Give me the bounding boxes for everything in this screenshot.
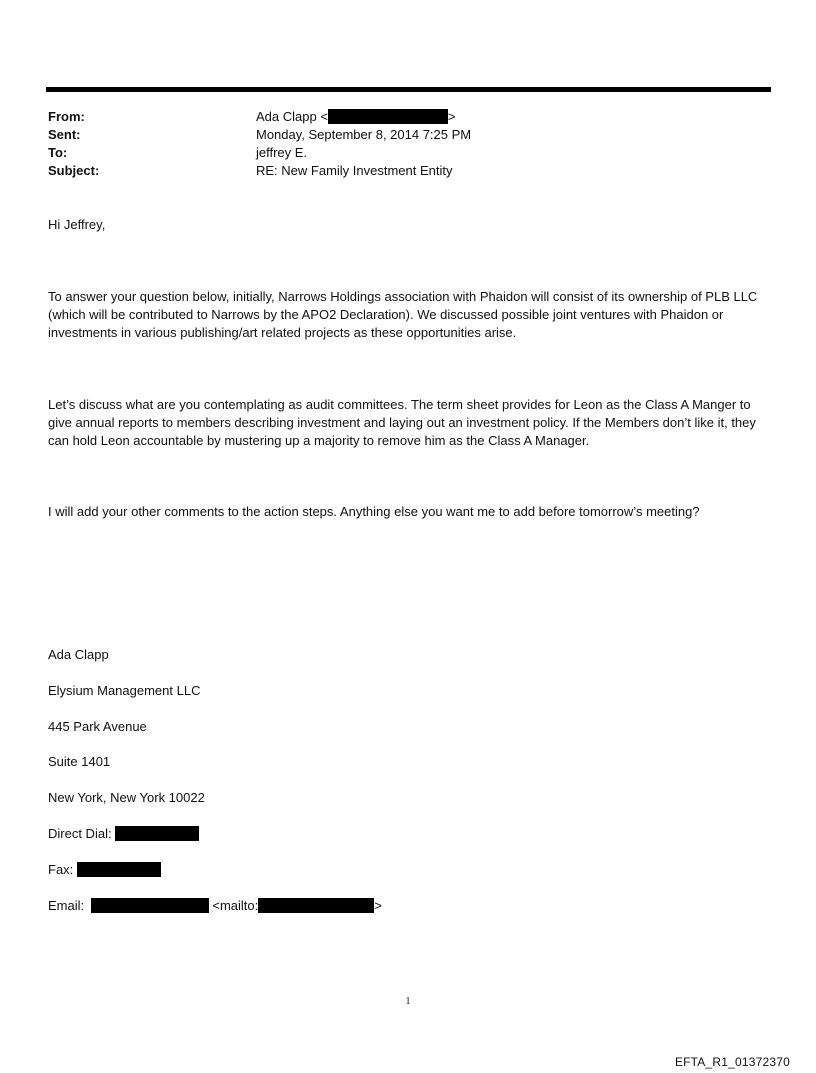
signature-direct-dial (48, 825, 199, 843)
signature-fax (48, 861, 161, 879)
signature-email (48, 897, 382, 915)
signature-address-1: 445 Park Avenue (48, 719, 147, 734)
signature-company: Elysium Management LLC (48, 683, 201, 698)
document-id: EFTA_R1_01372370 (674, 1055, 790, 1069)
to-value: jeffrey E. (256, 145, 308, 160)
sent-label: Sent: (48, 127, 81, 142)
redacted-mailto-block (258, 898, 374, 913)
from-close-bracket: > (447, 109, 456, 124)
fax-label: Fax: (48, 862, 74, 877)
body-paragraph-3: I will add your other comments to the action steps. Anything else you want me to add before tomorrow’s meeting? (48, 504, 700, 519)
page-number: 1 (405, 996, 411, 1007)
sent-value: Monday, September 8, 2014 7:25 PM (256, 127, 472, 142)
signature-name: Ada Clapp (48, 647, 109, 662)
redacted-fax-block (77, 862, 161, 877)
from-value (256, 108, 456, 126)
mailto-close: > (374, 898, 382, 913)
to-label: To: (48, 145, 68, 160)
signature-city: New York, New York 10022 (48, 790, 205, 805)
subject-value: RE: New Family Investment Entity (256, 163, 453, 178)
body-paragraph-1: To answer your question below, initially, Narrows Holdings association with Phaidon will consist of its ownership of PLB LLC (which will be contributed to Narrows by the APO2 Declaration). We discussed possible joint ventures with Phaidon or investments in various publishing/art related projects as these opportunities arise. (48, 289, 758, 340)
email-label: Email: (48, 898, 85, 913)
redacted-email-address-block (91, 898, 209, 913)
redacted-phone-block (115, 826, 199, 841)
redacted-email-block (328, 109, 448, 124)
subject-label: Subject: (48, 163, 100, 178)
header-divider (46, 87, 771, 92)
body-paragraph-2: Let’s discuss what are you contemplating as audit committees. The term sheet provides for Leon as the Class A Manger to give annual reports to members describing investment and laying out an investment policy. If the Members don’t like it, they can hold Leon accountable by mustering up a majority to remove him as the Class A Manager. (48, 397, 756, 448)
mailto-open: <mailto: (212, 898, 259, 913)
signature-address-2: Suite 1401 (48, 754, 111, 769)
from-label: From: (48, 109, 85, 124)
from-name: Ada Clapp < (256, 109, 328, 124)
greeting: Hi Jeffrey, (48, 217, 106, 232)
direct-dial-label: Direct Dial: (48, 826, 112, 841)
